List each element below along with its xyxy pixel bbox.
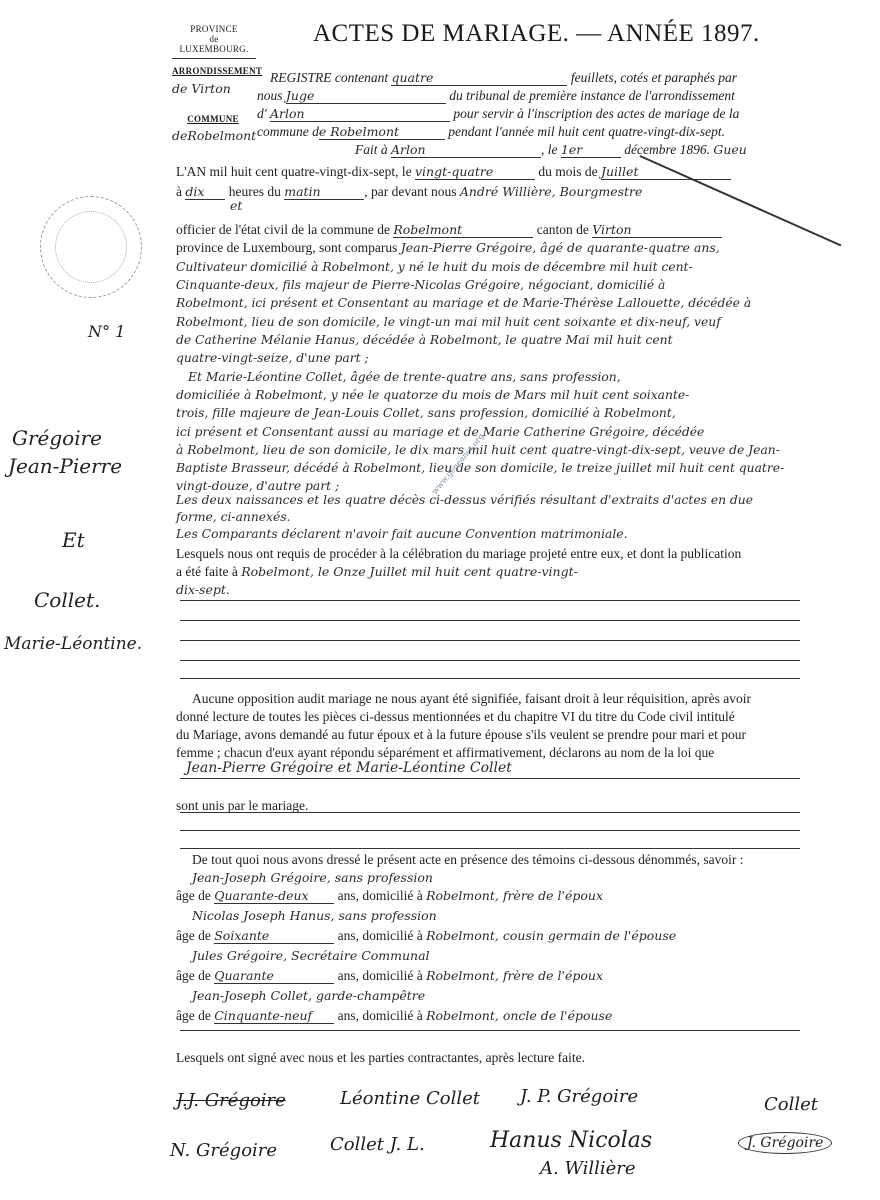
act-hour-line: à dix heures du matin , par devant nous André Willière, Bourgmestre	[176, 184, 643, 199]
ruled-line	[180, 1030, 800, 1031]
province-label: PROVINCE de LUXEMBOURG.	[179, 24, 249, 54]
witness-2-details: âge de Soixante ans, domicilié à Robelmont, cousin germain de l'épouse	[176, 928, 677, 943]
signature-j-gregoire: J. Grégoire	[738, 1132, 832, 1154]
signature-collet-jl: Collet J. L.	[330, 1134, 425, 1155]
act-date-line: L'AN mil huit cent quatre-vingt-dix-sept, le vingt-quatre du mois de Juillet	[176, 164, 731, 180]
ruled-line	[180, 620, 800, 621]
margin-et: Et	[62, 528, 85, 552]
signature-hanus-nicolas: Hanus Nicolas	[490, 1128, 653, 1153]
margin-surname-groom: Grégoire	[12, 426, 103, 450]
witness-3-details: âge de Quarante ans, domicilié à Robelmont, frère de l'époux	[176, 968, 604, 983]
act-comparus-line: province de Luxembourg, sont comparus Jean-Pierre Grégoire, âgé de quarante-quatre ans,	[176, 240, 720, 255]
judge-signature: Gueu	[713, 142, 747, 157]
signature-a-williere: A. Willière	[540, 1158, 636, 1179]
ruled-line	[180, 830, 800, 831]
signature-leontine-collet: Léontine Collet	[340, 1088, 481, 1109]
publication-request: Lesquels nous ont requis de procéder à la célébration du mariage projeté entre eux, et dont la publication	[176, 546, 742, 561]
commune-value: deRobelmont	[172, 128, 257, 143]
margin-act-number: N° 1	[88, 322, 126, 341]
signature-jp-gregoire: J. P. Grégoire	[520, 1086, 639, 1107]
ruled-line	[180, 640, 800, 641]
margin-surname-bride: Collet.	[34, 588, 101, 612]
ruled-line	[180, 660, 800, 661]
witness-4-name: Jean-Joseph Collet, garde-champêtre	[192, 988, 426, 1003]
bride-details: Et Marie-Léontine Collet, âgée de trente-quatre ans, sans profession, domiciliée à Robelmont, y née le quatorze du mois de Mars mil huit cent soixante- trois, fille majeure de Jean-Louis Collet, sans profession, domicilié à Robelmont, ici présent et Consentant aussi au mariage et de Marie Catherine Grégoire, décédée à Robelmont, lieu de son domicile, le dix mars mil huit cent quatre-vingt-dix-sept, veuve de Jean- Baptiste Brasseur, décédé à Robelmont, lieu de son domicile, le treize juillet mil huit cent quatre- vingt-douze, d'autre part ;	[176, 370, 785, 494]
opposition-paragraph: Aucune opposition audit mariage ne nous ayant été signifiée, faisant droit à leur réquisition, après avoir donné lecture de toutes les pièces ci-dessus mentionnées et du chapitre VI du titre du Code civil intitulé du Mariage, avons demandé au futur époux et à la future épouse s'ils veulent se prendre pour mari et pour femme ; chacun d'eux ayant répondu séparément et affirmativement, déclarons au nom de la loi que	[176, 691, 751, 760]
registry-line-5: Fait à Arlon , le 1er décembre 1896. Gueu	[355, 142, 747, 157]
registry-line-4: commune de Robelmont pendant l'année mil huit cent quatre-vingt-dix-sept.	[257, 124, 726, 139]
act-commune-line: officier de l'état civil de la commune de Robelmont canton de Virton	[176, 222, 722, 238]
margin-forename-groom: Jean-Pierre	[8, 454, 123, 478]
witness-intro: De tout quoi nous avons dressé le présent acte en présence des témoins ci-dessous dénommés, savoir :	[192, 852, 744, 867]
ruled-line	[180, 678, 800, 679]
publication-continuation: dix-sept.	[176, 582, 230, 597]
united-statement: sont unis par le mariage.	[176, 798, 309, 813]
ruled-line	[180, 848, 800, 849]
arrondissement-value: de Virton	[172, 81, 231, 96]
closing-statement: Lesquels ont signé avec nous et les parties contractantes, après lecture faite.	[176, 1050, 585, 1065]
officer-continuation: et	[230, 198, 243, 213]
witness-1-name: Jean-Joseph Grégoire, sans profession	[192, 870, 433, 885]
witness-2-name: Nicolas Joseph Hanus, sans profession	[192, 908, 437, 923]
registry-line-2: nous Juge du tribunal de première instance de l'arrondissement	[257, 88, 735, 103]
signature-collet: Collet	[764, 1094, 819, 1115]
ruled-line	[180, 600, 800, 601]
commune-label: COMMUNE	[187, 114, 239, 124]
signature-n-gregoire: N. Grégoire	[170, 1140, 278, 1161]
page-title: ACTES DE MARIAGE. — ANNÉE 1897.	[313, 20, 760, 47]
margin-forename-bride: Marie-Léontine.	[4, 634, 143, 654]
divider	[172, 58, 256, 59]
geneanet-watermark: www.geneanet.org	[430, 431, 486, 496]
ruled-line	[180, 812, 800, 813]
publication-place-line: a été faite à Robelmont, le Onze Juillet mil huit cent quatre-vingt-	[176, 564, 578, 579]
witness-4-details: âge de Cinquante-neuf ans, domicilié à Robelmont, oncle de l'épouse	[176, 1008, 613, 1023]
groom-details: Cultivateur domicilié à Robelmont, y né le huit du mois de décembre mil huit cent- Cinquante-deux, fils majeur de Pierre-Nicolas Grégoire, négociant, domicilié à Robelmont, ici présent et Consentant au mariage et de Marie-Thérèse Lallouette, décédée à Robelmont, lieu de son domicile, le vingt-un mai mil huit cent soixante et dix-neuf, veuf de Catherine Mélanie Hanus, décédée à Robelmont, le quatre Mai mil huit cent quatre-vingt-seize, d'une part ;	[176, 260, 752, 366]
ruled-line	[180, 778, 800, 779]
signature-jj-gregoire: J.J. Grégoire	[176, 1090, 286, 1111]
witness-3-name: Jules Grégoire, Secrétaire Communal	[192, 948, 430, 963]
registry-line-1: REGISTRE contenant quatre feuillets, cotés et paraphés par	[270, 70, 737, 85]
arrondissement-label: ARRONDISSEMENT	[172, 66, 263, 76]
seal-stamp	[40, 196, 142, 298]
registry-line-3: d' Arlon pour servir à l'inscription des actes de mariage de la	[257, 106, 740, 121]
witness-1-details: âge de Quarante-deux ans, domicilié à Robelmont, frère de l'époux	[176, 888, 604, 903]
extra-clauses: Les deux naissances et les quatre décès ci-dessus vérifiés résultant d'extraits d'actes en due forme, ci-annexés. Les Comparants déclarent n'avoir fait aucune Convention matrimoniale.	[176, 493, 754, 541]
spouses-names: Jean-Pierre Grégoire et Marie-Léontine Collet	[186, 760, 512, 776]
